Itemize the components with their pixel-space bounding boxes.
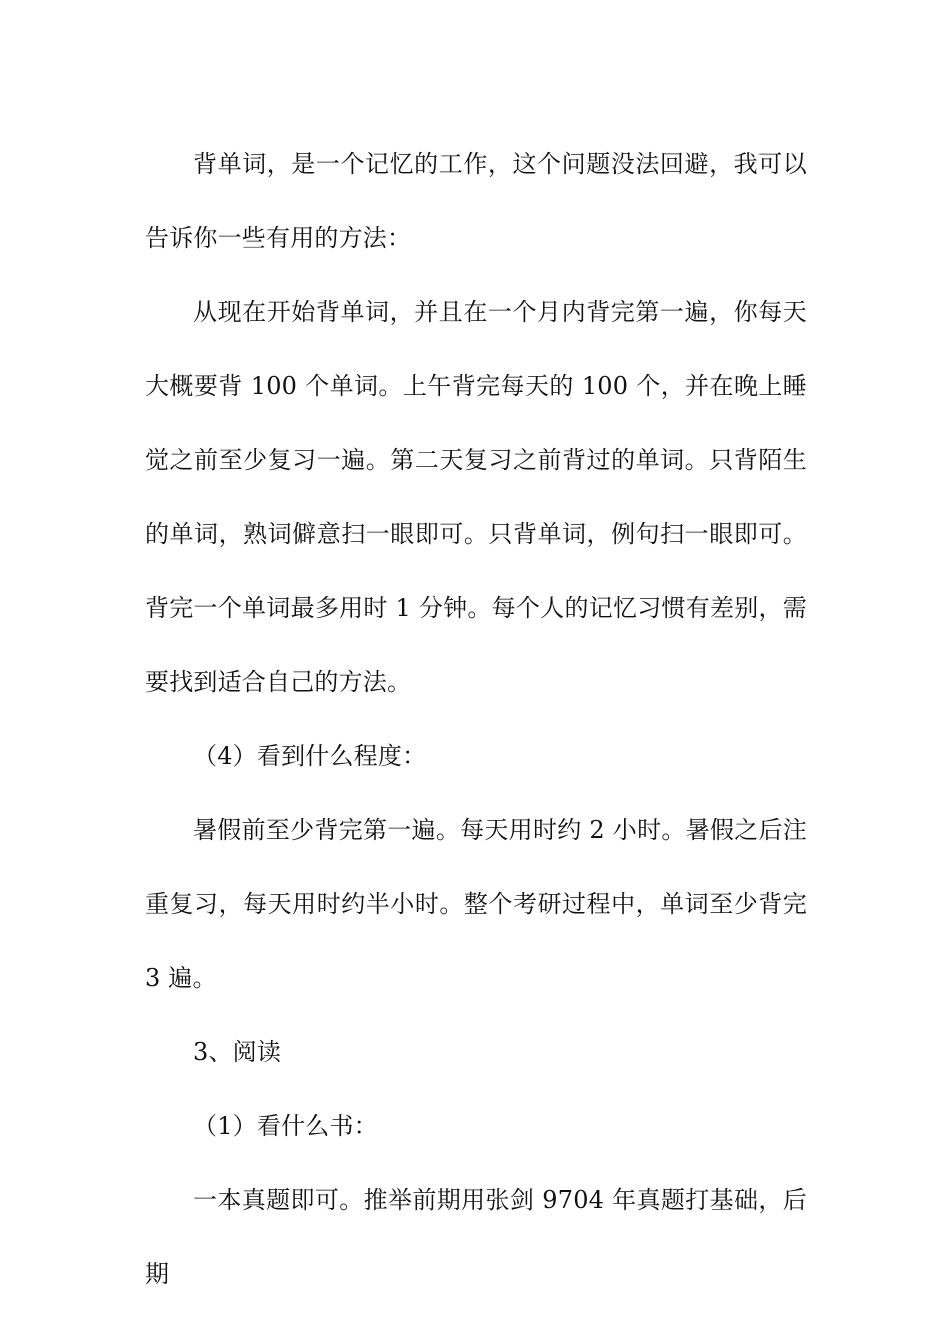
paragraph-vocabulary-intro: 背单词，是一个记忆的工作，这个问题没法回避，我可以告诉你一些有用的方法： [145,150,807,252]
heading-reading-books: （1）看什么书： [193,1112,378,1140]
heading-vocabulary-level: （4）看到什么程度： [193,742,427,770]
paragraph-vocabulary-schedule: 暑假前至少背完第一遍。每天用时约 2 小时。暑假之后注重复习，每天用时约半小时。整个考研过程中，单词至少背完 3 遍。 [145,816,807,992]
paragraph-vocabulary-method: 从现在开始背单词，并且在一个月内背完第一遍，你每天大概要背 100 个单词。上午背完每天的 100 个，并在晚上睡觉之前至少复习一遍。第二天复习之前背过的单词。只背陌生的单词，熟词僻意扫一眼即可。只背单词，例句扫一眼即可。背完一个单词最多用时 1 分钟。每个人的记忆习惯有差别，需要找到适合自己的方法。 [145,298,807,696]
heading-reading: 3、阅读 [193,1038,282,1066]
paragraph-reading-books: 一本真题即可。推举前期用张剑 9704 年真题打基础，后期 [145,1186,807,1288]
document-body [145,127,807,1311]
